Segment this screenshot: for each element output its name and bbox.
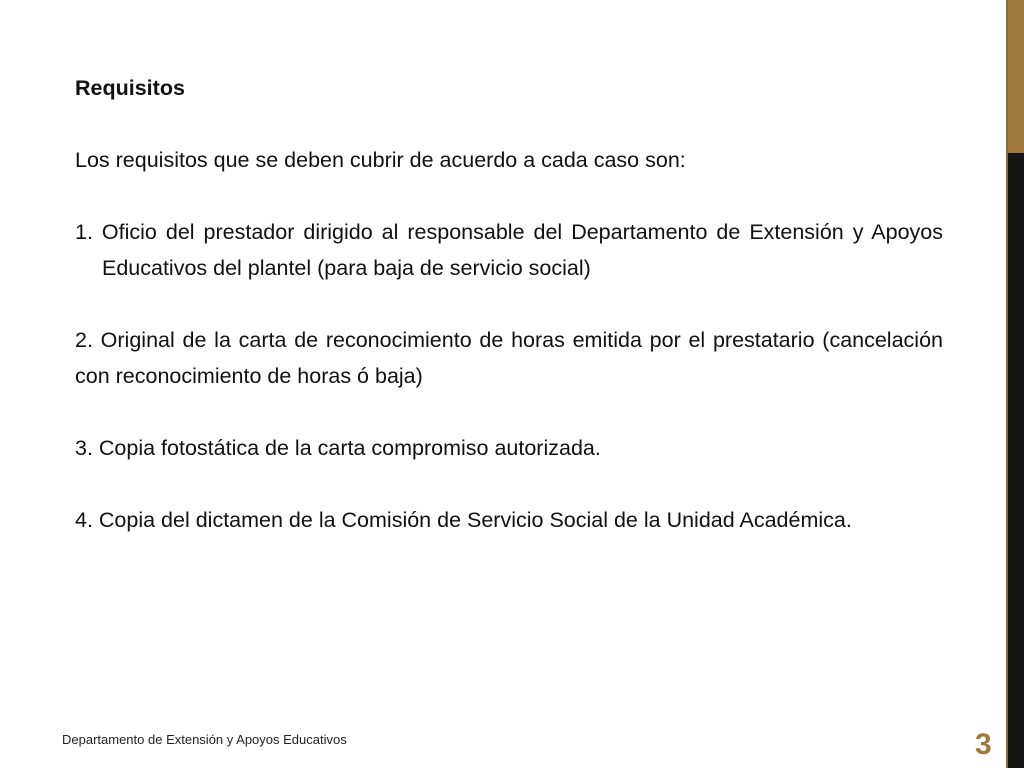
footer-department: Departamento de Extensión y Apoyos Educativos (62, 732, 347, 747)
page-number: 3 (975, 728, 992, 761)
requirement-item-2: 2. Original de la carta de reconocimiento de horas emitida por el prestatario (cancelación con reconocimiento de horas ó baja) (75, 328, 943, 388)
requirement-item-1: 1. Oficio del prestador dirigido al responsable del Departamento de Extensión y Apoyos Educativos del plantel (para baja de servicio social) (75, 220, 943, 280)
sidebar-accent (1008, 0, 1024, 153)
slide-intro: Los requisitos que se deben cubrir de acuerdo a cada caso son: (75, 148, 686, 172)
sidebar-decoration (1008, 0, 1024, 768)
requirement-item-3: 3. Copia fotostática de la carta compromiso autorizada. (75, 436, 601, 460)
slide-content (75, 70, 943, 574)
slide-heading: Requisitos (75, 76, 185, 100)
requirement-item-4: 4. Copia del dictamen de la Comisión de Servicio Social de la Unidad Académica. (75, 508, 852, 532)
